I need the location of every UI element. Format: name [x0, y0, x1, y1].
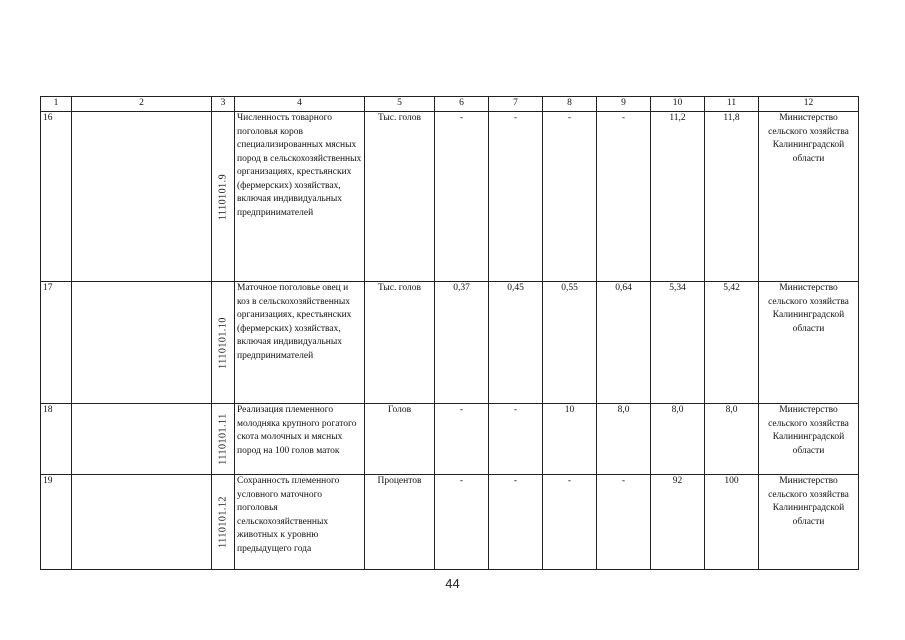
value-col7: -	[489, 475, 543, 570]
value-col10: 92	[651, 475, 705, 570]
row-group-cell	[72, 112, 212, 282]
value-col10: 8,0	[651, 404, 705, 475]
value-col9: -	[597, 475, 651, 570]
value-col8: 10	[543, 404, 597, 475]
value-col7: -	[489, 112, 543, 282]
header-cell: 8	[543, 97, 597, 112]
row-group-cell	[72, 282, 212, 404]
row-group-cell	[72, 475, 212, 570]
value-col6: -	[435, 112, 489, 282]
row-group-cell	[72, 404, 212, 475]
responsible-organization: Министерство сельского хозяйства Калининградской области	[759, 404, 859, 475]
header-cell: 3	[212, 97, 235, 112]
header-cell: 12	[759, 97, 859, 112]
row-number: 18	[41, 404, 72, 475]
indicator-name: Реализация племенного молодняка крупного рогатого скота молочных и мясных пород на 100 голов маток	[235, 404, 365, 475]
value-col11: 100	[705, 475, 759, 570]
value-col11: 5,42	[705, 282, 759, 404]
page-number: 44	[445, 576, 460, 591]
row-number: 17	[41, 282, 72, 404]
value-col10: 5,34	[651, 282, 705, 404]
value-col9: 8,0	[597, 404, 651, 475]
header-cell: 11	[705, 97, 759, 112]
value-col11: 11,8	[705, 112, 759, 282]
header-cell: 1	[41, 97, 72, 112]
row-number: 16	[41, 112, 72, 282]
value-col8: -	[543, 475, 597, 570]
value-col7: -	[489, 404, 543, 475]
value-col11: 8,0	[705, 404, 759, 475]
responsible-organization: Министерство сельского хозяйства Калининградской области	[759, 282, 859, 404]
row-number: 19	[41, 475, 72, 570]
program-indicators-table	[40, 96, 859, 570]
responsible-organization: Министерство сельского хозяйства Калининградской области	[759, 112, 859, 282]
indicator-code: 1110101.9	[212, 112, 235, 282]
responsible-organization: Министерство сельского хозяйства Калининградской области	[759, 475, 859, 570]
value-col7: 0,45	[489, 282, 543, 404]
indicator-name: Численность товарного поголовья коров специализированных мясных пород в сельскохозяйственных организациях, крестьянских (фермерских) хозяйствах, включая индивидуальных предпринимателей	[235, 112, 365, 282]
indicator-code: 1110101.10	[212, 282, 235, 404]
table-row	[41, 404, 859, 475]
value-col10: 11,2	[651, 112, 705, 282]
indicator-name: Сохранность племенного условного маточного поголовья сельскохозяйственных животных к уровню предыдущего года	[235, 475, 365, 570]
value-col6: -	[435, 404, 489, 475]
table-row	[41, 475, 859, 570]
unit-of-measure: Тыс. голов	[365, 112, 435, 282]
indicator-code: 1110101.11	[212, 404, 235, 475]
value-col8: 0,55	[543, 282, 597, 404]
header-cell: 9	[597, 97, 651, 112]
header-cell: 10	[651, 97, 705, 112]
indicator-name: Маточное поголовье овец и коз в сельскохозяйственных организациях, крестьянских (фермерских) хозяйствах, включая индивидуальных предпринимателей	[235, 282, 365, 404]
column-number-row	[41, 97, 859, 112]
unit-of-measure: Тыс. голов	[365, 282, 435, 404]
header-cell: 5	[365, 97, 435, 112]
value-col9: 0,64	[597, 282, 651, 404]
value-col6: 0,37	[435, 282, 489, 404]
unit-of-measure: Голов	[365, 404, 435, 475]
value-col8: -	[543, 112, 597, 282]
indicator-code: 1110101.12	[212, 475, 235, 570]
header-cell: 7	[489, 97, 543, 112]
header-cell: 2	[72, 97, 212, 112]
value-col6: -	[435, 475, 489, 570]
header-cell: 6	[435, 97, 489, 112]
unit-of-measure: Процентов	[365, 475, 435, 570]
table-row	[41, 282, 859, 404]
header-cell: 4	[235, 97, 365, 112]
value-col9: -	[597, 112, 651, 282]
table-row	[41, 112, 859, 282]
